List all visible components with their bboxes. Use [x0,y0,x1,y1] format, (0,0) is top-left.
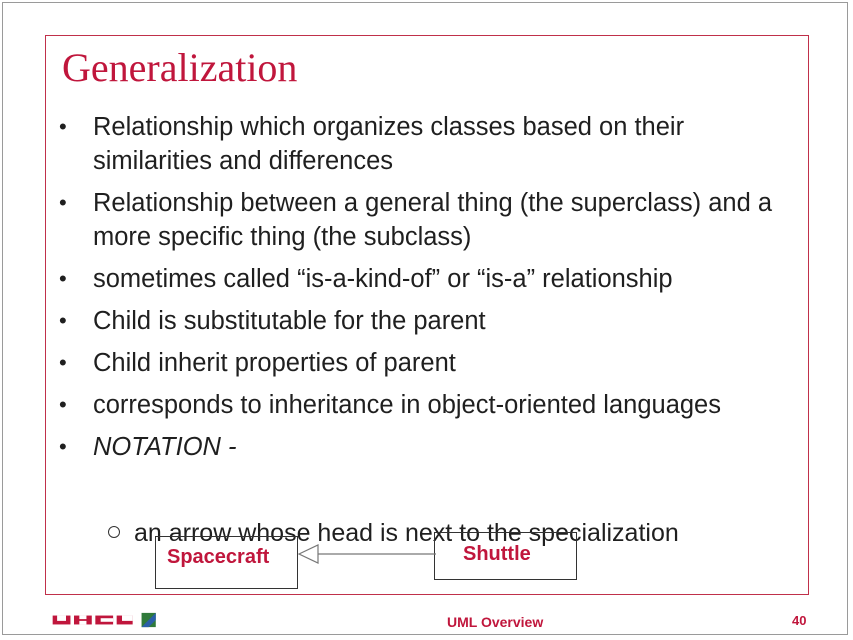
bullet-item [56,346,796,380]
bullet-text: corresponds to inheritance in object-oriented languages [93,391,721,419]
bullet-dot: • [59,434,67,459]
bullet-item [56,262,796,296]
generalization-arrow-icon [296,540,438,568]
bullet-item [56,110,796,178]
bullet-list [56,110,796,472]
bullet-text: Child is substitutable for the parent [93,307,486,335]
hollow-triangle-arrowhead [299,545,318,563]
bullet-dot: • [59,350,67,375]
bullet-item-notation [56,430,796,464]
page-number: 40 [792,613,807,628]
bullet-text: NOTATION - [93,433,237,461]
bullet-item [56,388,796,422]
slide-title: Generalization [62,45,298,90]
bullet-item [56,304,796,338]
bullet-text: sometimes called “is-a-kind-of” or “is-a” relationship [93,265,673,293]
hollow-circle-bullet-icon [108,526,120,538]
bullet-text: Relationship between a general thing (the superclass) and a more specific thing (the subclass) [93,189,773,251]
bullet-text: Relationship which organizes classes based on their similarities and differences [93,113,685,175]
bullet-dot: • [59,392,67,417]
bullet-item [56,186,796,254]
sub-bullet-text: an arrow whose head is next to the specialization [134,519,679,547]
bullet-dot: • [59,308,67,333]
superclass-label: Spacecraft [167,546,270,568]
uhcl-logo-icon [46,612,166,628]
bullet-dot: • [59,114,67,139]
bullet-text: Child inherit properties of parent [93,349,456,377]
footer-title: UML Overview [447,614,544,630]
bullet-dot: • [59,266,67,291]
subclass-label: Shuttle [463,543,531,565]
bullet-dot: • [59,190,67,215]
